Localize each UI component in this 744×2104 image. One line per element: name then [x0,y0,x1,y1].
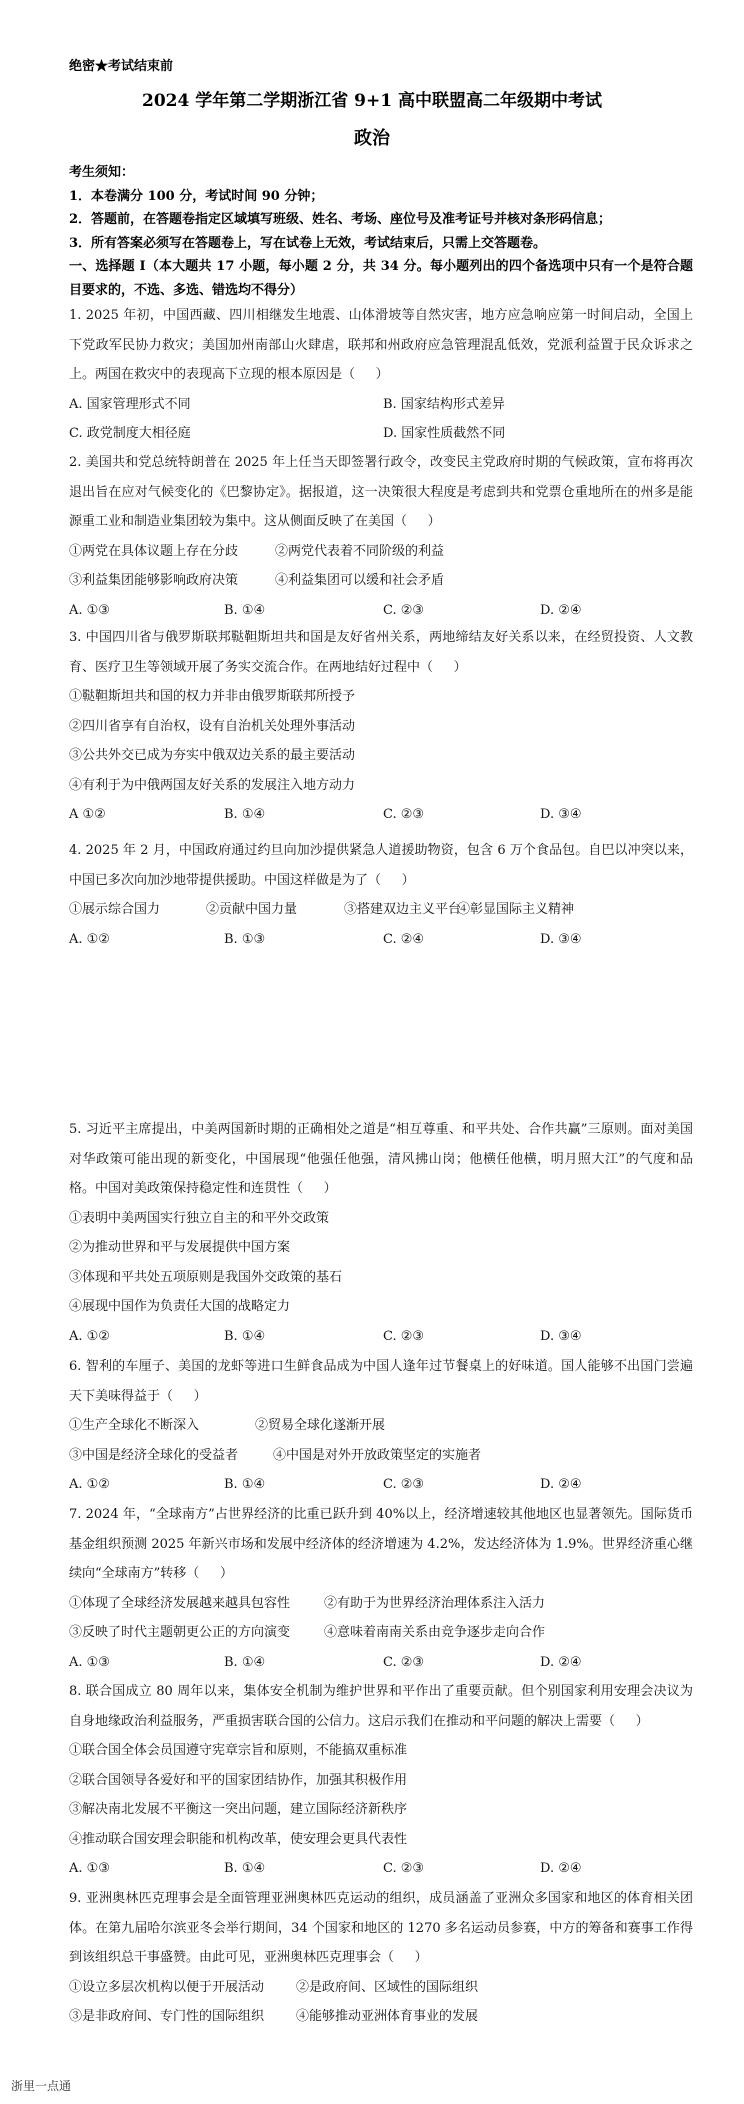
question-3-stem: 3. 中国四川省与俄罗斯联邦鞑靼斯坦共和国是友好省州关系，两地缔结友好关系以来，在经贸投资、人文教育、医疗卫生等领域开展了务实交流合作。在两地结好过程中（ ） [69,630,693,675]
question-4-option-d: D. ③④ [540,931,582,947]
question-1-option-b: B. 国家结构形式差异 [383,396,505,412]
question-4-option-c: C. ②④ [383,931,425,947]
question-8-option-b: B. ①④ [224,1861,266,1876]
question-7-options [69,1648,693,1678]
question-7-option-c: C. ②③ [383,1654,425,1670]
question-6 [69,1352,693,1500]
question-6-option-c: C. ②③ [383,1477,425,1492]
question-2-statement-1: ①两党在具体议题上存在分歧 [69,543,239,559]
question-5-option-b: B. ①④ [224,1328,266,1344]
question-6-statement-2: ②贸易全球化遂渐开展 [255,1418,386,1433]
question-8-statement-2: ②联合国领导各爱好和平的国家团结协作，加强其积极作用 [69,1772,408,1788]
question-6-statement-3: ③中国是经济全球化的受益者 [69,1447,239,1463]
question-2-options [69,596,693,626]
question-2-option-a: A. ①③ [69,602,110,618]
question-3 [69,623,693,830]
question-3-option-d: D. ③④ [540,807,582,822]
question-4 [69,836,693,954]
question-1-options-row-1 [69,390,693,420]
question-9 [69,1884,693,2032]
question-3-option-a: A ①② [69,807,106,822]
question-8-option-a: A. ①③ [69,1861,110,1876]
question-4-statements-row [69,895,693,925]
question-7-statement-2: ②有助于为世界经济治理体系注入活力 [324,1595,546,1611]
question-3-option-b: B. ①④ [224,807,266,822]
question-5-statement-3: ③体现和平共处五项原则是我国外交政策的基石 [69,1269,343,1285]
exam-title: 2024 学年第二学期浙江省 9+1 高中联盟高二年级期中考试 [142,91,602,111]
question-7-stem: 7. 2024 年，“全球南方”占世界经济的比重已跃升到 40%以上，经济增速较其他地区也显著领先。国际货币基金组织预测 2025 年新兴市场和发展中经济体的经济增速为 4.2%，发达经济体为 1.9%。世界经济重心继续向“全球南方”转移（ ） [69,1507,693,1581]
question-7-statements-row-2 [69,1618,693,1648]
question-7-statement-4: ④意味着南南关系由竞争逐步走向合作 [324,1625,546,1640]
question-9-statements-row-2 [69,2002,693,2032]
question-8-options [69,1854,693,1884]
footer-watermark: 浙里一点通 [11,2079,72,2093]
question-2-option-d: D. ②④ [540,602,582,618]
question-4-statement-3: ③搭建双边主义平台 [344,902,462,917]
question-5-options [69,1322,693,1352]
candidate-notice [69,161,693,302]
question-4-statement-1: ①展示综合国力 [69,902,161,917]
question-9-statement-1: ①设立多层次机构以便于开展活动 [69,1979,265,1995]
question-8-statement-4: ④推动联合国安理会职能和机构改革，使安理会更具代表性 [69,1831,408,1847]
subject-title: 政治 [354,128,390,149]
notice-item-2: 2．答题前，在答题卷指定区域填写班级、姓名、考场、座位号及准考证号并核对条形码信息； [69,212,612,227]
question-9-statement-2: ②是政府间、区域性的国际组织 [296,1979,479,1995]
secret-mark: 绝密★考试结束前 [69,59,174,74]
question-1-option-a: A. 国家管理形式不同 [69,396,191,412]
question-8-statement-1: ①联合国全体会员国遵守宪章宗旨和原则，不能搞双重标准 [69,1743,408,1758]
question-2-stem: 2. 美国共和党总统特朗普在 2025 年上任当天即签署行政令，改变民主党政府时期的气候政策，宣布将再次退出旨在应对气候变化的《巴黎协定》。据报道，这一决策很大程度是考虑到共和党票仓重地所在的州多是能源重工业和制造业集团较为集中。这从侧面反映了在美国（ ） [69,455,693,529]
question-7-statement-3: ③反映了时代主题朝更公正的方向演变 [69,1625,291,1640]
question-4-option-a: A. ①② [69,931,110,947]
question-5-option-c: C. ②③ [383,1328,425,1344]
section-heading: 一、选择题 I（本大题共 17 小题，每小题 2 分，共 34 分。每小题列出的四个备选项中只有一个是符合题目要求的，不选、多选、错选均不得分） [69,259,693,298]
question-8-option-d: D. ②④ [540,1861,582,1876]
question-2 [69,448,693,625]
question-3-statement-3: ③公共外交已成为夯实中俄双边关系的最主要活动 [69,748,356,763]
question-3-statement-2: ②四川省享有自治权，设有自治机关处理外事活动 [69,718,356,734]
question-4-statement-2: ②贡献中国力量 [206,902,298,917]
question-6-statements-row-2 [69,1441,693,1471]
question-5-stem: 5. 习近平主席提出，中美两国新时期的正确相处之道是“相互尊重、和平共处、合作共赢”三原则。面对美国对华政策可能出现的新变化，中国展现“他强任他强，清风拂山岗；他横任他横，明月照大江”的气度和品格。中国对美政策保持稳定性和连贯性（ ） [69,1122,693,1196]
question-3-options [69,800,693,830]
question-3-statement-4: ④有利于为中俄两国友好关系的发展注入地方动力 [69,777,356,793]
question-5-option-d: D. ③④ [540,1328,582,1344]
question-5-option-a: A. ①② [69,1328,110,1344]
question-6-stem: 6. 智利的车厘子、美国的龙虾等进口生鲜食品成为中国人逢年过节餐桌上的好味道。国人能够不出国门尝遍天下美味得益于（ ） [69,1359,693,1404]
question-4-option-b: B. ①③ [224,931,266,947]
question-2-statements-row-1 [69,537,693,567]
question-2-statement-3: ③利益集团能够影响政府决策 [69,573,239,588]
question-5-statement-1: ①表明中美两国实行独立自主的和平外交政策 [69,1210,330,1226]
question-7 [69,1500,693,1677]
notice-item-1: 1．本卷满分 100 分，考试时间 90 分钟； [69,188,324,204]
question-8-stem: 8. 联合国成立 80 周年以来，集体安全机制为维护世界和平作出了重要贡献。但个别国家利用安理会决议为自身地缘政治利益服务，严重损害联合国的公信力。这启示我们在推动和平问题的解决上需要（ ） [69,1684,693,1729]
question-7-statement-1: ①体现了全球经济发展越来越具包容性 [69,1595,291,1611]
question-8-option-c: C. ②③ [383,1861,425,1876]
question-1 [69,301,693,449]
question-5-statement-4: ④展现中国作为负责任大国的战略定力 [69,1299,291,1314]
question-2-option-b: B. ①④ [224,602,266,618]
question-7-statements-row-1 [69,1589,693,1619]
question-1-stem: 1. 2025 年初，中国西藏、四川相继发生地震、山体滑坡等自然灾害，地方应急响应第一时间启动，全国上下党政军民协力救灾；美国加州南部山火肆虐，联邦和州政府应急管理混乱低效，党派利益置于民众诉求之上。两国在救灾中的表现高下立现的根本原因是（ ） [69,308,693,382]
question-7-option-d: D. ②④ [540,1654,582,1670]
question-8-statement-3: ③解决南北发展不平衡这一突出问题，建立国际经济新秩序 [69,1802,408,1817]
question-8 [69,1677,693,1884]
question-1-option-d: D. 国家性质截然不同 [383,426,506,441]
question-7-option-b: B. ①④ [224,1654,266,1670]
question-2-statement-2: ②两党代表着不同阶级的利益 [275,543,445,559]
question-6-options [69,1470,693,1500]
question-6-option-d: D. ②④ [540,1477,582,1492]
question-7-option-a: A. ①③ [69,1654,110,1670]
question-5 [69,1115,693,1351]
question-5-statement-2: ②为推动世界和平与发展提供中国方案 [69,1240,291,1255]
question-3-statement-1: ①鞑靼斯坦共和国的权力并非由俄罗斯联邦所授予 [69,689,356,704]
question-6-option-b: B. ①④ [224,1477,266,1492]
question-9-statement-3: ③是非政府间、专门性的国际组织 [69,2009,265,2024]
question-2-option-c: C. ②③ [383,602,425,618]
question-4-stem: 4. 2025 年 2 月，中国政府通过约旦向加沙提供紧急人道援助物资，包含 6 万个食品包。自巴以冲突以来，中国已多次向加沙地带提供援助。中国这样做是为了（ ） [69,843,693,888]
question-6-statement-1: ①生产全球化不断深入 [69,1418,200,1433]
question-6-statements-row-1 [69,1411,693,1441]
question-4-statement-4: ④彰显国际主义精神 [457,902,575,917]
question-9-statement-4: ④能够推动亚洲体育事业的发展 [296,2009,479,2024]
notice-item-3: 3．所有答案必须写在答题卷上，写在试卷上无效，考试结束后，只需上交答题卷。 [69,235,547,251]
question-6-option-a: A. ①② [69,1477,110,1492]
question-2-statements-row-2 [69,566,693,596]
question-1-option-c: C. 政党制度大相径庭 [69,426,191,441]
notice-heading: 考生须知： [69,165,135,180]
question-9-statements-row-1 [69,1973,693,2003]
question-2-statement-4: ④利益集团可以缓和社会矛盾 [275,573,445,588]
question-9-stem: 9. 亚洲奥林匹克理事会是全面管理亚洲奥林匹克运动的组织，成员涵盖了亚洲众多国家和地区的体育相关团体。在第九届哈尔滨亚冬会举行期间，34 个国家和地区的 1270 多名运动员参赛，中方的筹备和赛事工作得到该组织总干事盛赞。由此可见，亚洲奥林匹克理事会（ ） [69,1891,693,1965]
question-4-options [69,925,693,955]
question-3-option-c: C. ②③ [383,807,425,822]
question-6-statement-4: ④中国是对外开放政策坚定的实施者 [273,1447,482,1463]
question-1-options-row-2 [69,419,693,449]
